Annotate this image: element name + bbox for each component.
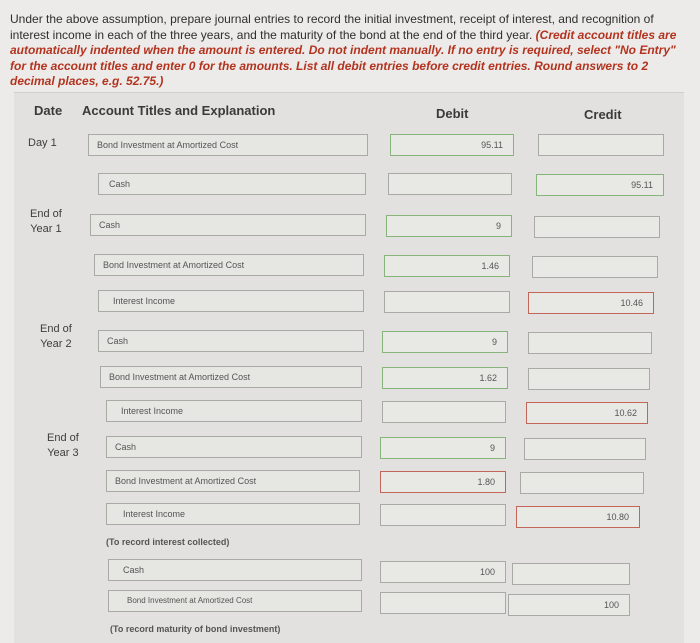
date-year1-line2: Year 1 xyxy=(30,223,62,235)
account-field[interactable]: Cash xyxy=(98,330,364,352)
date-year2 xyxy=(40,322,72,352)
account-field[interactable]: Bond Investment at Amortized Cost xyxy=(94,254,364,276)
date-year2-line2: Year 2 xyxy=(40,338,72,350)
account-field[interactable]: Bond Investment at Amortized Cost xyxy=(108,590,362,612)
credit-field[interactable] xyxy=(528,332,652,354)
credit-field[interactable]: 10.46 xyxy=(528,292,654,314)
credit-field[interactable] xyxy=(532,256,658,278)
credit-field[interactable] xyxy=(538,134,664,156)
debit-field[interactable] xyxy=(380,592,506,614)
account-field[interactable]: Interest Income xyxy=(98,290,364,312)
date-year3 xyxy=(47,431,79,461)
credit-field[interactable]: 95.11 xyxy=(536,174,664,196)
debit-field[interactable] xyxy=(380,504,506,526)
header-account: Account Titles and Explanation xyxy=(82,103,276,118)
account-field[interactable]: Cash xyxy=(106,436,362,458)
debit-field[interactable]: 1.46 xyxy=(384,255,510,277)
account-field[interactable]: Interest Income xyxy=(106,503,360,525)
credit-field[interactable] xyxy=(534,216,660,238)
interest-note: (To record interest collected) xyxy=(106,537,230,547)
credit-field[interactable] xyxy=(512,563,630,585)
date-year2-line1: End of xyxy=(40,323,72,335)
date-year1-line1: End of xyxy=(30,208,62,220)
date-year3-line1: End of xyxy=(47,432,79,444)
date-year3-line2: Year 3 xyxy=(47,447,79,459)
debit-field[interactable]: 9 xyxy=(380,437,506,459)
debit-field[interactable]: 9 xyxy=(382,331,508,353)
debit-field[interactable] xyxy=(388,173,512,195)
credit-field[interactable] xyxy=(528,368,650,390)
debit-field[interactable]: 9 xyxy=(386,215,512,237)
debit-field[interactable] xyxy=(384,291,510,313)
account-field[interactable]: Interest Income xyxy=(106,400,362,422)
account-field[interactable]: Bond Investment at Amortized Cost xyxy=(88,134,368,156)
date-day1: Day 1 xyxy=(28,137,57,149)
debit-field[interactable] xyxy=(382,401,506,423)
debit-field[interactable]: 100 xyxy=(380,561,506,583)
date-year1 xyxy=(30,207,62,237)
credit-field[interactable]: 100 xyxy=(508,594,630,616)
account-field[interactable]: Cash xyxy=(108,559,362,581)
instructions xyxy=(10,12,690,90)
header-date: Date xyxy=(34,103,63,118)
debit-field[interactable]: 1.80 xyxy=(380,471,506,493)
credit-field[interactable] xyxy=(520,472,644,494)
maturity-note: (To record maturity of bond investment) xyxy=(110,624,281,634)
instructions-note: (Credit account titles are automatically indented when the amount is entered. Do not indent manually. If no entry is required, select "No Entry" for the account titles and enter 0 for the amounts. List all debit entries before credit entries. Round answers to 2 decimal places, e.g. 52.75.) xyxy=(10,27,677,88)
credit-field[interactable]: 10.62 xyxy=(526,402,648,424)
account-field[interactable]: Bond Investment at Amortized Cost xyxy=(100,366,362,388)
credit-field[interactable] xyxy=(524,438,646,460)
credit-field[interactable]: 10.80 xyxy=(516,506,640,528)
instructions-text: Under the above assumption, prepare journal entries to record the initial investment, receipt of interest, and recognition of interest income in each of the three years, and the maturity of the bond at the end of the third year. xyxy=(10,12,654,42)
account-field[interactable]: Bond Investment at Amortized Cost xyxy=(106,470,360,492)
account-field[interactable]: Cash xyxy=(98,173,366,195)
header-credit: Credit xyxy=(584,107,622,122)
debit-field[interactable]: 95.11 xyxy=(390,134,514,156)
debit-field[interactable]: 1.62 xyxy=(382,367,508,389)
account-field[interactable]: Cash xyxy=(90,214,366,236)
header-debit: Debit xyxy=(436,106,469,121)
